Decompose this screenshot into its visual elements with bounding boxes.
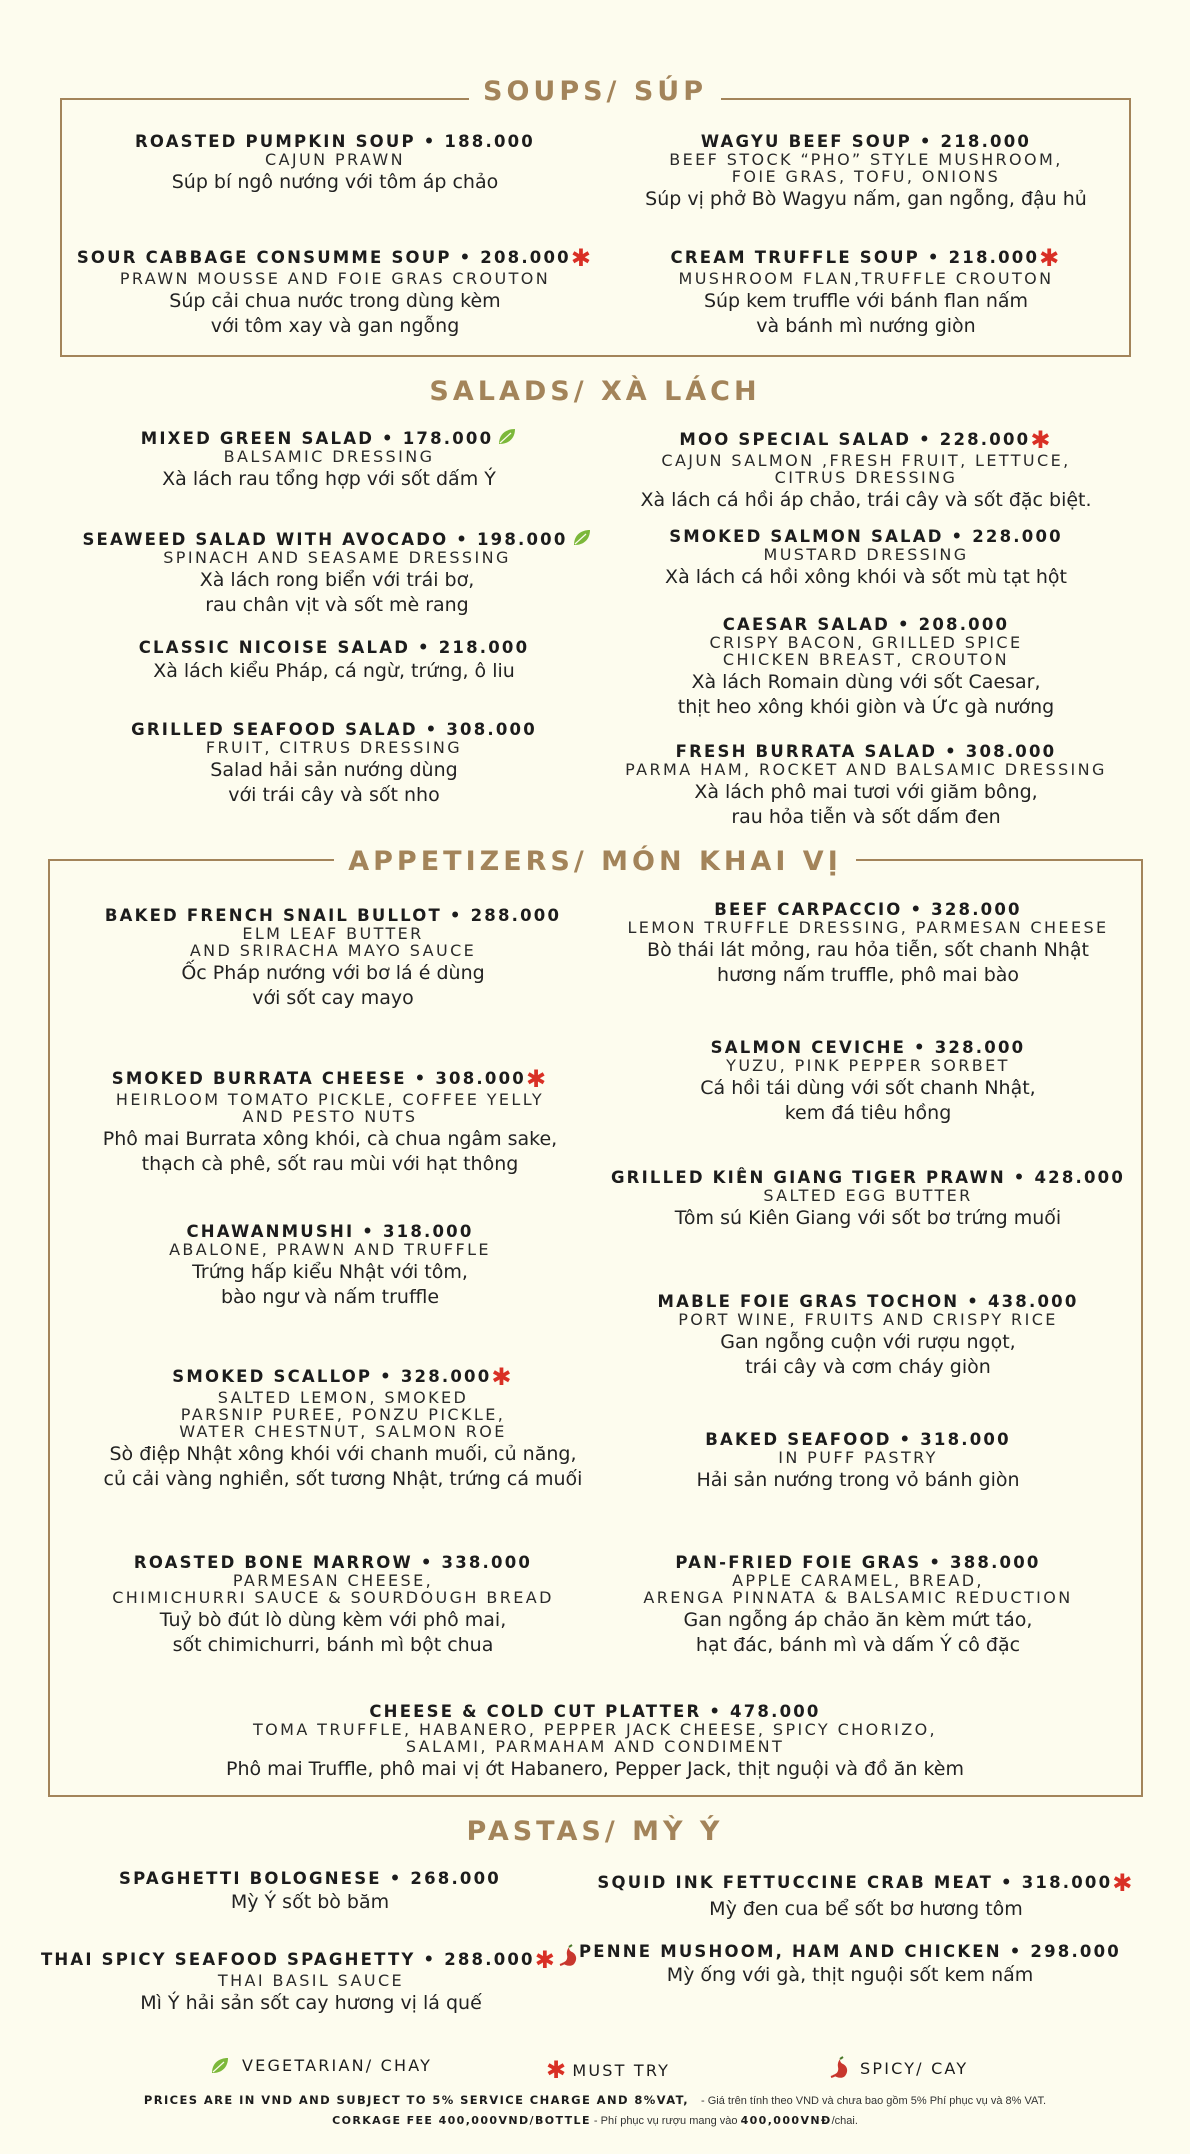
menu-item-name-text: ROASTED PUMPKIN SOUP • 188.000 [135,132,535,151]
menu-item-vietnamese: sốt chimichurri, bánh mì bột chua [172,1633,494,1656]
menu-item [468,1170,1190,1231]
menu-item-vietnamese: bào ngư và nấm truffle [220,1285,440,1308]
menu-item-vietnamese: Xà lách phô mai tươi với giăm bông, [694,780,1038,803]
menu-item-name-text: CLASSIC NICOISE SALAD • 218.000 [138,638,530,657]
star-icon: ✱ [525,1065,549,1093]
menu-item-description: AND SRIRACHA MAYO SAUCE [189,940,477,960]
menu-item-vietnamese: Tuỷ bò đút lò dùng kèm với phô mai, [159,1608,507,1631]
menu-item-vietnamese: Xà lách rong biển với trái bơ, [199,568,475,591]
footer-prices-en: PRICES ARE IN VND AND SUBJECT TO 5% SERVICE CHARGE AND 8%VAT, [143,2093,689,2107]
menu-item-description: PARSNIP PUREE, PONZU PICKLE, [180,1405,506,1424]
menu-item-name-text: SMOKED BURRATA CHEESE • 308.000 [111,1069,526,1088]
footer-corkage-unit: /chai. [831,2115,858,2127]
menu-item-vietnamese: kem đá tiêu hồng [784,1101,952,1124]
menu-item-vietnamese: Bò thái lát mỏng, rau hỏa tiễn, sốt chanh Nhật [647,938,1089,961]
menu-item-name-text: THAI SPICY SEAFOOD SPAGHETTY • 288.000 [40,1950,535,1969]
menu-item-name [195,1704,995,1721]
menu-item [466,744,1190,830]
menu-item-description: ABALONE, PRAWN AND TRUFFLE [169,1239,491,1259]
menu-item-name-text: SOUR CABBAGE CONSUMME SOUP • 208.000 [76,248,571,267]
section-title-salads: SALADS/ XÀ LÁCH [0,376,1190,407]
menu-item-description: CAJUN SALMON ,FRESH FRUIT, LETTUCE, [661,451,1071,470]
menu-item [466,134,1190,212]
menu-item-vietnamese: Tôm sú Kiên Giang với sốt bơ trứng muối [674,1206,1062,1229]
menu-item-vietnamese: Sò điệp Nhật xông khói với chanh muối, củ năng, [109,1443,577,1465]
menu-item-description: CAJUN PRAWN [265,149,405,169]
menu-item-description: HEIRLOOM TOMATO PICKLE, COFFEE YELLY [115,1090,545,1109]
menu-item-vietnamese: Trứng hấp kiểu Nhật với tôm, [192,1260,468,1283]
star-icon: ✱ [491,1363,514,1391]
menu-item-vietnamese: Mỳ đen cua bể sốt bơ hương tôm [709,1898,1023,1920]
menu-item-description: PARMESAN CHEESE, [232,1570,434,1590]
menu-item [468,902,1190,988]
star-icon: ✱ [570,244,594,272]
legend-must-try: ✱ MUST TRY [546,2056,671,2084]
menu-item-name [468,1040,1190,1057]
menu-item-name [0,1067,730,1091]
leaf-icon [210,2057,230,2075]
menu-item-description: ARENGA PINNATA & BALSAMIC REDUCTION [643,1587,1073,1607]
menu-item [466,1871,1190,1922]
menu-item-name [466,744,1190,761]
menu-item-description: BALSAMIC DRESSING [223,446,435,466]
menu-item-name-text: MABLE FOIE GRAS TOCHON • 438.000 [657,1292,1079,1311]
footer-corkage-vi: - Phí phục vụ rượu mang vào [590,2115,741,2127]
menu-item-description: PARMA HAM, ROCKET AND BALSAMIC DRESSING [625,759,1107,779]
menu-item-name-text: CAESAR SALAD • 208.000 [722,615,1010,634]
menu-item-name [466,246,1190,270]
menu-item-name-text: FRESH BURRATA SALAD • 308.000 [675,742,1057,761]
menu-item-description: TOMA TRUFFLE, HABANERO, PEPPER JACK CHEESE, SPICY CHORIZO, [252,1719,938,1739]
menu-item-vietnamese: Mỳ ống với gà, thịt nguội sốt kem nấm [666,1963,1034,1986]
menu-item-vietnamese: Xà lách rau tổng hợp với sốt dấm Ý [162,467,496,490]
menu-item [0,1067,730,1177]
menu-item-name [466,428,1190,452]
menu-item-vietnamese: củ cải vàng nghiền, sốt tương Nhật, trứng cá muối [103,1468,583,1490]
menu-item-vietnamese: với sốt cay mayo [252,986,414,1009]
footer-prices [0,2093,1190,2107]
menu-item [195,1704,995,1782]
menu-item-name-text: WAGYU BEEF SOUP • 218.000 [700,132,1032,151]
menu-item-vietnamese: Gan ngỗng áp chảo ăn kèm mứt táo, [683,1608,1033,1631]
menu-item-name-text: SMOKED SCALLOP • 328.000 [172,1367,492,1386]
menu-item-vietnamese: Cá hồi tái dùng với sốt chanh Nhật, [700,1076,1036,1099]
menu-item-description: AND PESTO NUTS [242,1107,418,1126]
menu-item-vietnamese: Mỳ Ý sốt bò băm [230,1890,390,1913]
menu-item-name [466,617,1190,634]
menu-item-name-text: CHAWANMUSHI • 318.000 [186,1222,474,1241]
menu-item-description: APPLE CARAMEL, BREAD, [732,1570,984,1590]
menu-item-description: IN PUFF PASTRY [778,1447,938,1467]
menu-item-description: PORT WINE, FRUITS AND CRISPY RICE [678,1309,1058,1329]
menu-item-name-text: CHEESE & COLD CUT PLATTER • 478.000 [369,1702,821,1721]
menu-item-description: LEMON TRUFFLE DRESSING, PARMESAN CHEESE [627,917,1109,937]
legend-vegetarian: VEGETARIAN/ CHAY [210,2056,432,2075]
menu-item-description: WATER CHESTNUT, SALMON ROE [179,1422,507,1441]
menu-item-description: CRISPY BACON, GRILLED SPICE [709,632,1023,652]
section-title-appetizers: APPETIZERS/ MÓN KHAI VỊ [0,846,1190,877]
menu-item [466,246,1190,339]
menu-item-name [466,1871,1190,1895]
menu-item-description: SALTED LEMON, SMOKED [217,1388,469,1407]
menu-item-description: ELM LEAF BUTTER [242,923,424,943]
menu-item-description: CITRUS DRESSING [774,468,958,487]
menu-item-description: THAI BASIL SAUCE [217,1971,405,1990]
star-icon: ✱ [546,2056,569,2084]
menu-item-name-text: BEEF CARPACCIO • 328.000 [714,900,1022,919]
menu-item-description: CHICKEN BREAST, CROUTON [722,649,1010,669]
menu-item-description: CHIMICHURRI SAUCE & SOURDOUGH BREAD [112,1587,554,1607]
menu-item-name [468,1294,1190,1311]
menu-item-name [0,1224,730,1241]
menu-item-description: MUSHROOM FLAN,TRUFFLE CROUTON [678,269,1054,288]
footer-corkage [0,2114,1190,2127]
menu-item [458,1432,1190,1493]
menu-item-vietnamese: Xà lách cá hồi áp chảo, trái cây và sốt đặc biệt. [640,489,1092,511]
menu-item-vietnamese: Hải sản nướng trong vỏ bánh giòn [696,1468,1020,1491]
menu-item [450,1944,1190,1988]
menu-item [466,617,1190,720]
menu-item-vietnamese: thạch cà phê, sốt rau mùi với hạt thông [141,1153,519,1175]
menu-item-vietnamese: Súp vị phở Bò Wagyu nấm, gan ngỗng, đậu hủ [645,187,1087,210]
menu-item-name [450,1944,1190,1961]
menu-item-vietnamese: Xà lách Romain dùng với sốt Caesar, [691,670,1041,693]
menu-item-name-text: SALMON CEVICHE • 328.000 [710,1038,1026,1057]
menu-item-name-text: BAKED FRENCH SNAIL BULLOT • 288.000 [104,906,562,925]
menu-item-name-text: SMOKED SALMON SALAD • 228.000 [669,527,1063,546]
menu-item-vietnamese: Salad hải sản nướng dùng [210,758,458,781]
legend-spicy: SPICY/ CAY [828,2056,968,2080]
menu-item [458,1555,1190,1658]
menu-item-vietnamese: Gan ngỗng cuộn với rượu ngọt, [720,1330,1016,1353]
menu-item-name-text: SQUID INK FETTUCCINE CRAB MEAT • 318.000 [597,1873,1113,1892]
menu-item-name [468,1170,1190,1187]
menu-item-vietnamese: Xà lách cá hồi xông khói và sốt mù tạt hột [665,565,1067,588]
menu-item [466,529,1190,590]
star-icon: ✱ [1039,244,1062,272]
menu-item-description: SALAMI, PARMAHAM AND CONDIMENT [405,1736,785,1756]
menu-item-name-text: MIXED GREEN SALAD • 178.000 [140,429,494,448]
menu-item-description: SALTED EGG BUTTER [763,1185,973,1205]
menu-item-description: FOIE GRAS, TOFU, ONIONS [731,166,1001,186]
menu-item-vietnamese: Súp cải chua nước trong dùng kèm [169,290,501,312]
menu-item-name-text: CREAM TRUFFLE SOUP • 218.000 [670,248,1040,267]
menu-item-vietnamese: với tôm xay và gan ngỗng [210,315,460,337]
menu-item-vietnamese: Phô mai Burrata xông khói, cà chua ngâm sake, [102,1128,558,1150]
menu-item-vietnamese: Súp bí ngô nướng với tôm áp chảo [171,170,499,193]
menu-item-name-text: ROASTED BONE MARROW • 338.000 [133,1553,533,1572]
menu-item-name [458,1555,1190,1572]
menu-item-name-text: SEAWEED SALAD WITH AVOCADO • 198.000 [82,530,568,549]
menu-item-vietnamese: hương nấm truffle, phô mai bào [716,963,1020,986]
footer-corkage-en: CORKAGE FEE 400,000VND/BOTTLE [332,2114,591,2127]
menu-item-name-text: GRILLED KIÊN GIANG TIGER PRAWN • 428.000 [610,1168,1126,1187]
section-title-soups: SOUPS/ SÚP [0,76,1190,107]
menu-item-vietnamese: và bánh mì nướng giòn [756,315,976,337]
menu-item-vietnamese: Xà lách kiểu Pháp, cá ngừ, trứng, ô liu [153,659,515,682]
footer-corkage-price: 400,000VNĐ [740,2114,832,2127]
menu-item-name [0,722,734,739]
menu-item-description: MUSTARD DRESSING [763,544,969,564]
menu-item-vietnamese: Phô mai Truffle, phô mai vị ớt Habanero, Pepper Jack, thịt nguội và đồ ăn kèm [226,1757,964,1780]
menu-item-name [468,902,1190,919]
chili-icon [828,2056,852,2080]
menu-item-description: YUZU, PINK PEPPER SORBET [726,1055,1010,1075]
menu-item-vietnamese: Mì Ý hải sản sốt cay hương vị lá quế [140,1992,482,2014]
menu-item-vietnamese: hạt đác, bánh mì và dấm Ý cô đặc [695,1633,1021,1656]
menu-item-name-text: SPAGHETTI BOLOGNESE • 268.000 [119,1869,501,1888]
menu-item-vietnamese: rau chân vịt và sốt mè rang [205,593,469,616]
menu-item-description: PRAWN MOUSSE AND FOIE GRAS CROUTON [119,269,551,288]
menu-item-vietnamese: Ốc Pháp nướng với bơ lá é dùng [181,961,485,984]
menu-item-name-text: GRILLED SEAFOOD SALAD • 308.000 [131,720,537,739]
menu-item-vietnamese: trái cây và cơm cháy giòn [745,1355,991,1378]
section-title-pastas: PASTAS/ MỲ Ý [0,1816,1190,1847]
star-icon: ✱ [1030,426,1053,454]
menu-item-description: BEEF STOCK “PHO” STYLE MUSHROOM, [669,149,1063,169]
menu-item-name [466,134,1190,151]
menu-item-name [458,1432,1190,1449]
menu-item [466,428,1190,513]
menu-item-name [466,529,1190,546]
menu-item-name-text: PAN-FRIED FOIE GRAS • 388.000 [675,1553,1041,1572]
menu-item-vietnamese: với trái cây và sốt nho [228,783,440,806]
menu-item-vietnamese: thịt heo xông khói giòn và Ức gà nướng [677,695,1055,718]
menu-item-vietnamese: rau hỏa tiễn và sốt dấm đen [731,805,1001,828]
menu-item-name-text: PENNE MUSHOOM, HAM AND CHICKEN • 298.000 [579,1942,1121,1961]
menu-item-vietnamese: Súp kem truffle với bánh flan nấm [703,290,1029,312]
menu-item-name-text: BAKED SEAFOOD • 318.000 [705,1430,1011,1449]
footer-prices-vi: - Giá trên tính theo VND và chưa bao gồm 5% Phí phục vụ và 8% VAT. [701,2095,1047,2107]
star-icon: ✱ [1112,1869,1135,1897]
star-icon: ✱ [534,1946,558,1974]
menu-item-description: SPINACH AND SEASAME DRESSING [163,547,511,567]
menu-item-name-text: MOO SPECIAL SALAD • 228.000 [679,430,1031,449]
menu-item-name [0,1365,743,1389]
menu-item-description: FRUIT, CITRUS DRESSING [205,737,463,757]
